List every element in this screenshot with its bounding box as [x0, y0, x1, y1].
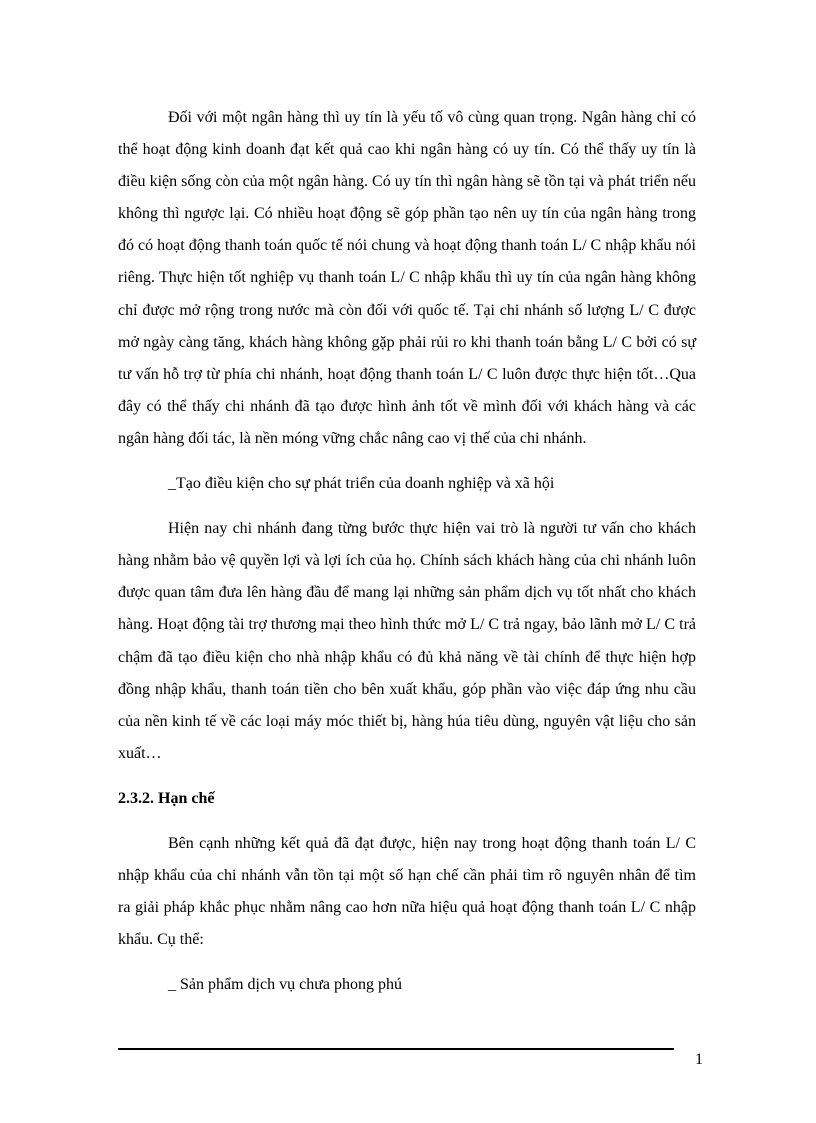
paragraph-bullet-products: _ Sản phẩm dịch vụ chưa phong phú: [168, 976, 402, 994]
footer-divider: [118, 1048, 674, 1050]
section-heading: 2.3.2. Hạn chế: [118, 789, 215, 807]
paragraph-limitations: Bên cạnh những kết quả đã đạt được, hiện nay trong hoạt động thanh toán L/ C nhập khẩu của chi nhánh vẫn tồn tại một số hạn chế cần phải tìm rõ nguyên nhân để tìm ra giải pháp khắc phục nhằm nâng cao hơn nữa hiệu quả hoạt động thanh toán L/ C nhập khẩu. Cụ thể:: [118, 834, 696, 949]
body-text: [118, 102, 696, 1001]
paragraph-bullet-development: _Tạo điều kiện cho sự phát triển của doanh nghiệp và xã hội: [168, 475, 555, 493]
page-number: 1: [695, 1051, 703, 1068]
paragraph-reputation: Đối với một ngân hàng thì uy tín là yếu tố vô cùng quan trọng. Ngân hàng chỉ có thể hoạt động kinh doanh đạt kết quả cao khi ngân hàng có uy tín. Có thể thấy uy tín là điều kiện sống còn của một ngân hàng. Có uy tín thì ngân hàng sẽ tồn tại và phát triển nếu không thì ngược lại. Có nhiều hoạt động sẽ góp phần tạo nên uy tín của ngân hàng trong đó có hoạt động thanh toán quốc tế nói chung và hoạt động thanh toán L/ C nhập khẩu nói riêng. Thực hiện tốt nghiệp vụ thanh toán L/ C nhập khẩu thì uy tín của ngân hàng không chỉ được mở rộng trong nước mà còn đối với quốc tế. Tại chi nhánh số lượng L/ C được mở ngày càng tăng, khách hàng không gặp phải rủi ro khi thanh toán bằng L/ C bởi có sự tư vấn hỗ trợ từ phía chi nhánh, hoạt động thanh toán L/ C luôn được thực hiện tốt…Qua đây có thể thấy chi nhánh đã tạo được hình ảnh tốt về mình đối với khách hàng và các ngân hàng đối tác, là nền móng vững chắc nâng cao vị thế của chi nhánh.: [118, 109, 696, 447]
paragraph-advisory-role: Hiện nay chi nhánh đang từng bước thực hiện vai trò là người tư vấn cho khách hàng nhằm bảo vệ quyền lợi và lợi ích của họ. Chính sách khách hàng của chi nhánh luôn được quan tâm đưa lên hàng đầu để mang lại những sản phẩm dịch vụ tốt nhất cho khách hàng. Hoạt động tài trợ thương mại theo hình thức mở L/ C trả ngay, bảo lãnh mở L/ C trả chậm đã tạo điều kiện cho nhà nhập khẩu có đủ khả năng về tài chính để thực hiện hợp đồng nhập khẩu, thanh toán tiền cho bên xuất khẩu, góp phần vào việc đáp ứng nhu cầu của nền kinh tế về các loại máy móc thiết bị, hàng húa tiêu dùng, nguyên vật liệu cho sản xuất…: [118, 520, 696, 762]
